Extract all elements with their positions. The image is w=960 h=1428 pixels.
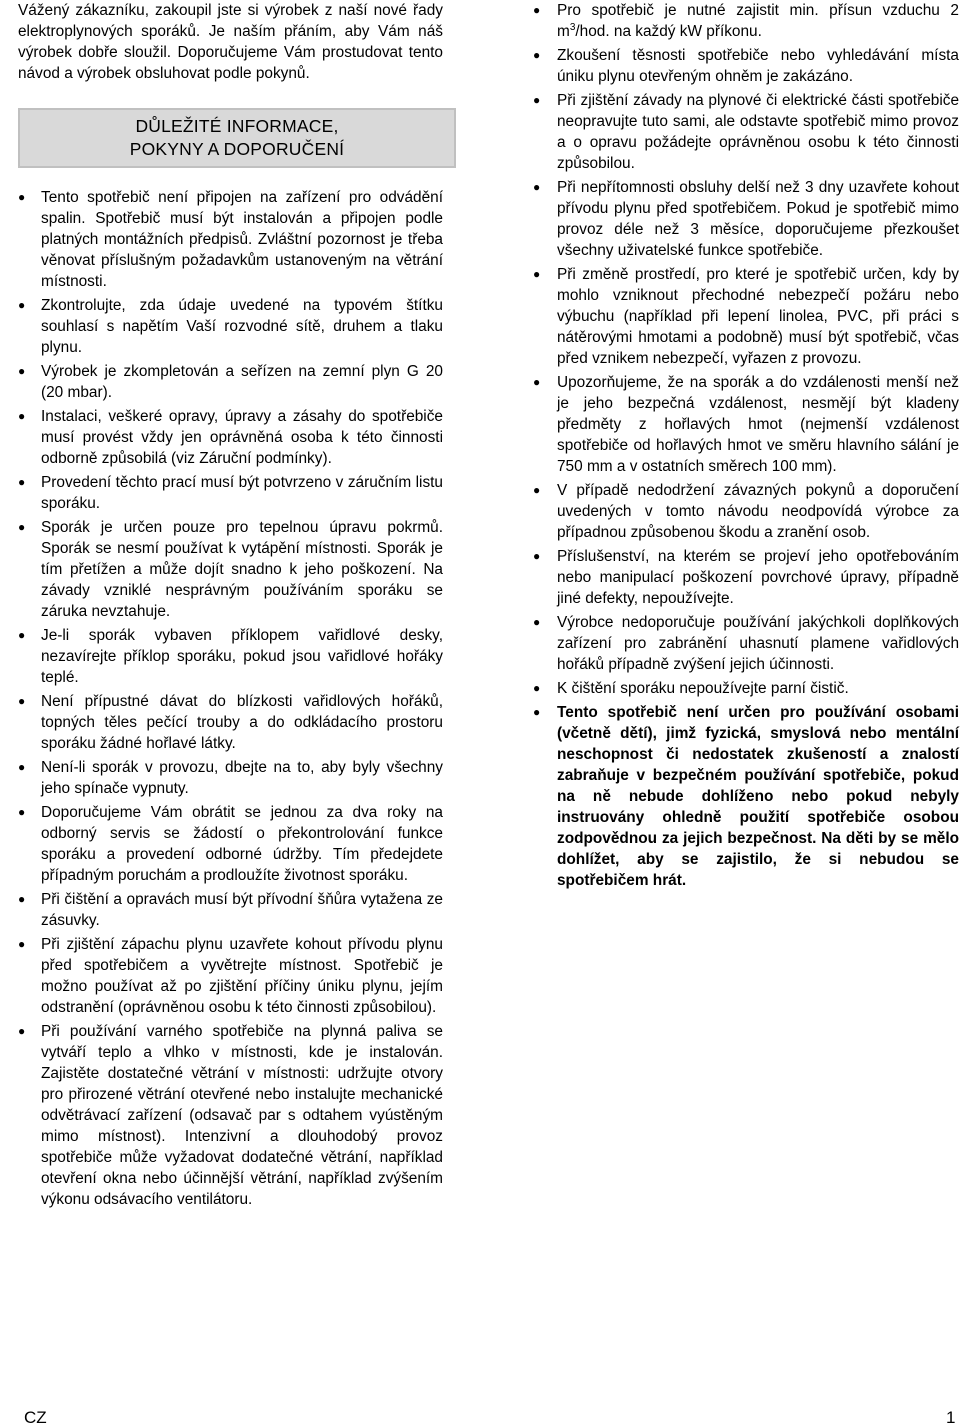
list-item-text: Sporák je určen pouze pro tepelnou úpravu pokrmů. Sporák se nesmí používat k vytápění místnosti. Sporák je tím přetížen a může dojít snadno k jeho poškození. Na závady vzniklé nesprávným používáním sporáku se záruka nevztahuje. <box>41 519 443 620</box>
bullet-icon: ● <box>533 3 541 17</box>
bullet-icon: ● <box>533 705 541 719</box>
bullet-icon: ● <box>533 48 541 62</box>
list-item <box>533 177 959 261</box>
section-title-line-2: POKYNY A DOPORUČENÍ <box>129 139 345 159</box>
list-item-text: Příslušenství, na kterém se projeví jeho opotřebováním nebo manipulací poškození povrchové úpravy, případně jiné defekty, nepoužívejte. <box>557 548 959 607</box>
bullet-icon: ● <box>18 1024 26 1038</box>
right-instruction-list <box>533 0 959 891</box>
list-item <box>533 612 959 675</box>
list-item <box>18 625 443 688</box>
bullet-icon: ● <box>533 483 541 497</box>
list-item-text: Při změně prostředí, pro které je spotřebič určen, kdy by mohlo vzniknout přechodné nebezpečí požáru nebo výbuchu (například při lepení linolea, PVC, při práci s nátěrovými hmotami a podobně) musí být spotřebič, včas před vznikem nebezpečí, vyřazen z provozu. <box>557 266 959 367</box>
bullet-icon: ● <box>18 892 26 906</box>
list-item <box>18 517 443 622</box>
list-item-text: Upozorňujeme, že na sporák a do vzdálenosti menší než je jeho bezpečná vzdálenost, nesmějí být kladeny předměty z hořlavých hmot (nejmenší vzdálenost spotřebiče od hořlavých hmot ve směru hlavního sálání je 750 mm a v ostatních směrech 100 mm). <box>557 374 959 475</box>
list-item-text: Není přípustné dávat do blízkosti vařidlových hořáků, topných těles pečící trouby a do odkládacího prostoru sporáku žádné hořlavé látky. <box>41 693 443 752</box>
list-item-text: Provedení těchto prací musí být potvrzeno v záručním listu sporáku. <box>41 474 443 512</box>
section-title-line-1: DŮLEŽITÉ INFORMACE, <box>135 116 339 136</box>
footer-page-number: 1 <box>946 1408 956 1427</box>
bullet-icon: ● <box>18 364 26 378</box>
footer-language-code: CZ <box>24 1408 47 1427</box>
list-item-text: Není-li sporák v provozu, dbejte na to, aby byly všechny jeho spínače vypnuty. <box>41 759 443 797</box>
list-item-text: Při nepřítomnosti obsluhy delší než 3 dny uzavřete kohout přívodu plynu před spotřebičem. Pokud je spotřebič mimo provoz déle než 3 měsíce, doporučujeme přezkoušet všechny uživatelské funkce spotřebiče. <box>557 179 959 259</box>
bullet-icon: ● <box>533 267 541 281</box>
list-item <box>533 90 959 174</box>
list-item <box>533 45 959 87</box>
bullet-icon: ● <box>533 180 541 194</box>
list-item-text: Při zjištění zápachu plynu uzavřete kohout přívodu plynu před spotřebičem a vyvětrejte místnost. Spotřebič je možno používat až po zjištění příčiny úniku plynu, jejím odstranění (oprávněnou osobu k této činnosti způsobilou). <box>41 936 443 1016</box>
list-item-text: Výrobek je zkompletován a seřízen na zemní plyn G 20 (20 mbar). <box>41 363 443 401</box>
list-item <box>533 546 959 609</box>
list-item-text-end: /hod. na každý kW příkonu. <box>575 23 762 40</box>
list-item <box>533 678 959 699</box>
list-item-text: Při zjištění závady na plynové či elektrické části spotřebiče neopravujte tuto sami, ale odstavte spotřebič mimo provoz a o opravu požádejte oprávněnou osobu k této činnosti způsobilou. <box>557 92 959 172</box>
list-item <box>533 372 959 477</box>
list-item <box>18 187 443 292</box>
bullet-icon: ● <box>533 549 541 563</box>
bullet-icon: ● <box>533 93 541 107</box>
bullet-icon: ● <box>18 409 26 423</box>
right-column <box>533 0 959 894</box>
bullet-icon: ● <box>18 628 26 642</box>
list-item-text: Tento spotřebič není určen pro používání osobami (včetně dětí), jimž fyzická, smyslová nebo mentální neschopnost či nedostatek zkušeností a znalostí zabraňuje v bezpečném používání spotřebiče, pokud na ně nebude dohlíženo nebo pokud nebyly instruovány ohledně použití spotřebiče osobou zodpovědnou za jejich bezpečnost. Na děti by se mělo dohlížet, aby se zajistilo, že si nebudou se spotřebičem hrát. <box>557 704 959 889</box>
superscript: 3 <box>569 21 576 33</box>
list-item <box>533 0 959 42</box>
list-item <box>18 295 443 358</box>
list-item <box>18 691 443 754</box>
list-item-text: Doporučujeme Vám obrátit se jednou za dva roky na odborný servis se žádostí o překontrolování funkce sporáku a provedení odborné údržby. Tím předejdete případným poruchám a prodloužíte životnost sporáku. <box>41 804 443 884</box>
bullet-icon: ● <box>18 190 26 204</box>
list-item-text-start: Pro spotřebič je nutné zajistit min. přísun vzduchu 2 m <box>557 2 959 40</box>
left-column <box>18 0 443 1213</box>
list-item-text: K čištění sporáku nepoužívejte parní čistič. <box>557 680 849 697</box>
bullet-icon: ● <box>18 298 26 312</box>
intro-paragraph: Vážený zákazníku, zakoupil jste si výrobek z naší nové řady elektroplynových sporáků. Je naším přáním, aby Vám náš výrobek dobře sloužil. Doporučujeme Vám prostudovat tento návod a výrobek obsluhovat podle pokynů. <box>18 2 443 82</box>
list-item <box>18 406 443 469</box>
left-instruction-list <box>18 187 443 1210</box>
bullet-icon: ● <box>18 760 26 774</box>
list-item <box>18 472 443 514</box>
list-item-text: Tento spotřebič není připojen na zařízení pro odvádění spalin. Spotřebič musí být instalován a připojen podle platných montážních předpisů. Zvláštní pozornost je třeba věnovat příslušným požadavkům ustanoveným na větrání místnosti. <box>41 189 443 290</box>
bullet-icon: ● <box>533 615 541 629</box>
list-item <box>533 480 959 543</box>
list-item-text: V případě nedodržení závazných pokynů a doporučení uvedených v tomto návodu neodpovídá výrobce za případnou způsobenou škodu a zranění osob. <box>557 482 959 541</box>
bullet-icon: ● <box>533 681 541 695</box>
list-item-text: Zkontrolujte, zda údaje uvedené na typovém štítku souhlasí s napětím Vaší rozvodné sítě, druhem a tlaku plynu. <box>41 297 443 356</box>
bullet-icon: ● <box>533 375 541 389</box>
list-item-text: Výrobce nedoporučuje používání jakýchkoli doplňkových zařízení pro zabránění uhasnutí plamene vařidlových hořáků případně zvýšení jejich účinnosti. <box>557 614 959 673</box>
section-title-box <box>18 108 456 168</box>
list-item-text: Instalaci, veškeré opravy, úpravy a zásahy do spotřebiče musí provést vždy jen oprávněná osoba k této činnosti odborně způsobilá (viz Záruční podmínky). <box>41 408 443 467</box>
list-item <box>18 757 443 799</box>
list-item <box>18 934 443 1018</box>
list-item <box>18 889 443 931</box>
bullet-icon: ● <box>18 937 26 951</box>
list-item <box>18 802 443 886</box>
bullet-icon: ● <box>18 805 26 819</box>
list-item-text: Při používání varného spotřebiče na plynná paliva se vytváří teplo a vlhko v místnosti, kde je instalován. Zajistěte dostatečné větrání v místnosti: udržujte otvory pro přirozené větrání otevřené nebo instalujte mechanické odvětrávací zařízení (odsavač par s odtahem vyústěným mimo místnost). Intenzivní a dlouhodobý provoz spotřebiče může vyžadovat dodatečné větrání, například otevření okna nebo účinnější větrání, například zvýšením výkonu odsávacího ventilátoru. <box>41 1023 443 1208</box>
bullet-icon: ● <box>18 694 26 708</box>
bullet-icon: ● <box>18 520 26 534</box>
bullet-icon: ● <box>18 475 26 489</box>
list-item <box>18 1021 443 1210</box>
list-item-text: Je-li sporák vybaven příklopem vařidlové desky, nezavírejte příklop sporáku, pokud jsou vařidlové hořáky teplé. <box>41 627 443 686</box>
list-item <box>533 264 959 369</box>
list-item <box>533 702 959 891</box>
list-item-text: Zkoušení těsnosti spotřebiče nebo vyhledávání místa úniku plynu otevřeným ohněm je zakázáno. <box>557 47 959 85</box>
list-item-text: Při čištění a opravách musí být přívodní šňůra vytažena ze zásuvky. <box>41 891 443 929</box>
list-item <box>18 361 443 403</box>
